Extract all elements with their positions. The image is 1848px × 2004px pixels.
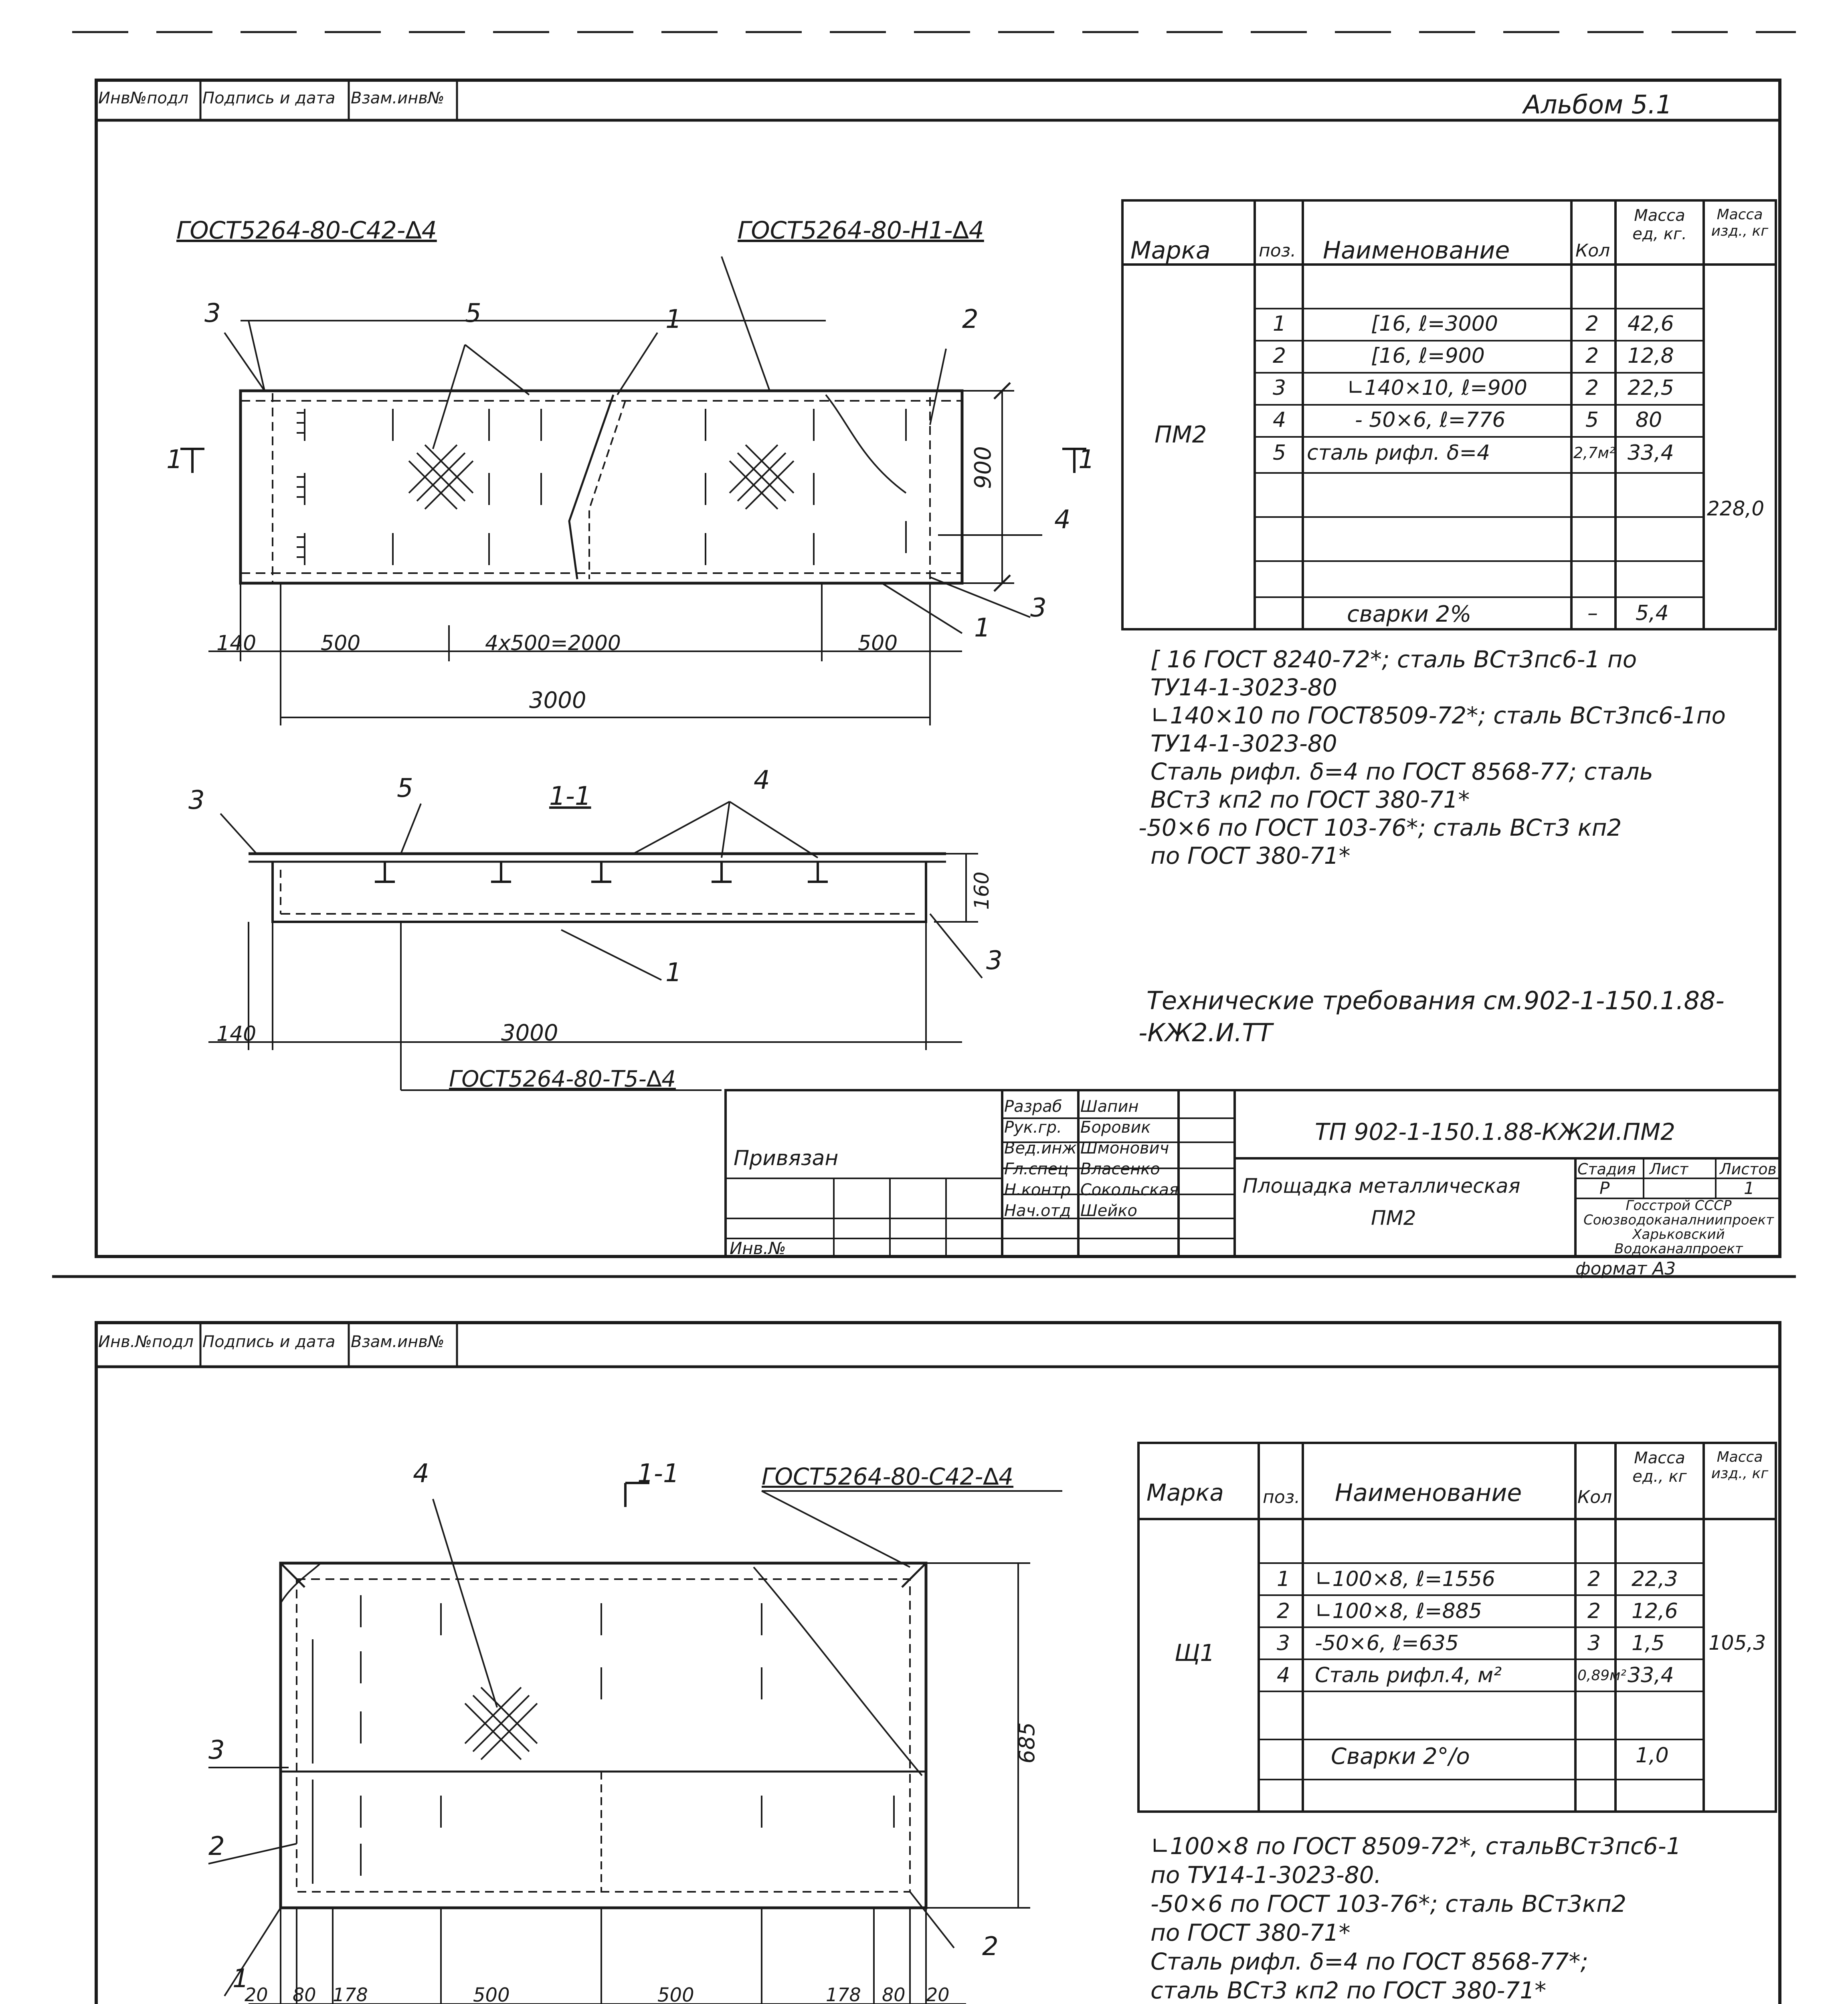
tb-role: Нач.отд — [1004, 1202, 1071, 1220]
table-cell-mark: Щ1 — [1175, 1639, 1215, 1667]
table-cell: 33,4 — [1628, 1663, 1674, 1687]
tb-name: Шмонович — [1080, 1139, 1169, 1158]
tech-req: Технические требования см.902-1-150.1.88- — [1146, 986, 1725, 1015]
table-cell: 5,4 — [1636, 601, 1669, 625]
table-cell: сталь рифл. δ=4 — [1307, 441, 1490, 465]
dimension-label: 80 — [293, 1984, 316, 2004]
table-cell: Сварки 2°/о — [1331, 1743, 1470, 1770]
notes-block — [1150, 1832, 1698, 2004]
tb-role: Гл.спец — [1004, 1160, 1069, 1178]
note-line: по ТУ14-1-3023-80. — [1150, 1861, 1381, 1889]
table-cell: 3 — [1277, 1631, 1290, 1655]
stamp-col-3: Взам.инв№ — [351, 89, 445, 107]
table-cell: 1,5 — [1632, 1631, 1665, 1655]
dimension-label: 3000 — [501, 1020, 558, 1046]
table-cell: 2 — [1273, 344, 1286, 368]
note-line: по ГОСТ 380-71* — [1150, 1919, 1351, 1946]
tb-org-line: Водоканалпроект — [1614, 1241, 1743, 1257]
tb-privyazan: Привязан — [734, 1146, 839, 1170]
tb-stage-hdr: Стадия — [1577, 1160, 1636, 1178]
table-cell: 1 — [1277, 1567, 1290, 1591]
table-header: Масса ед., кг — [1632, 1449, 1687, 1486]
table-cell-mark: ПМ2 — [1154, 421, 1207, 448]
table-cell: 4 — [1273, 408, 1286, 432]
tb-title: Площадка металлическая — [1243, 1174, 1520, 1198]
table-cell: 2 — [1585, 344, 1599, 368]
table-cell: 3 — [1273, 376, 1286, 400]
note-line: ТУ14-1-3023-80 — [1150, 730, 1337, 757]
tb-format: формат А3 — [1575, 1259, 1676, 1279]
stamp-col-2: Подпись и дата — [202, 89, 336, 107]
dimension-label: 685 — [1014, 1722, 1039, 1764]
section-mark: 1 — [1078, 445, 1095, 475]
weld-label: ГОСТ5264-80-С42-∆4 — [762, 1463, 1014, 1490]
table-cell: 22,5 — [1628, 376, 1674, 400]
note-line: ∟100×8 по ГОСТ 8509-72*, стальВСт3пс6-1 — [1150, 1832, 1681, 1860]
tb-inv: Инв.№ — [730, 1238, 786, 1258]
table-cell: 2 — [1587, 1599, 1601, 1623]
table-cell: 5 — [1273, 441, 1286, 465]
tb-stage-val: 1 — [1744, 1178, 1755, 1198]
table-cell: 2,7м² — [1573, 444, 1615, 462]
stamp-col-3: Взам.инв№ — [351, 1333, 445, 1351]
table-cell: – — [1587, 601, 1598, 625]
tech-req: -КЖ2.И.ТТ — [1138, 1018, 1273, 1047]
position-label: 1 — [665, 958, 682, 988]
notes-block — [1138, 645, 1726, 870]
note-line: по ГОСТ 380-71* — [1150, 842, 1351, 869]
dimension-label: 500 — [473, 1984, 510, 2004]
table-header: Наименование — [1335, 1479, 1522, 1507]
position-label: 5 — [397, 774, 413, 803]
note-line: ТУ14-1-3023-80 — [1150, 674, 1337, 701]
table-cell: 2 — [1585, 376, 1599, 400]
note-line: -50×6 по ГОСТ 103-76*; сталь ВСт3 кп2 — [1138, 814, 1622, 841]
dimension-label: 20 — [245, 1984, 268, 2004]
album-label: Альбом 5.1 — [1523, 90, 1672, 120]
position-label: 4 — [754, 766, 770, 795]
tb-role: Вед.инж — [1004, 1139, 1077, 1158]
dimension-label: 500 — [657, 1984, 694, 2004]
dimension-label: 140 — [216, 631, 257, 655]
table-cell: 12,6 — [1632, 1599, 1678, 1623]
note-line: [ 16 ГОСТ 8240-72*; сталь ВСт3пс6-1 по — [1150, 646, 1637, 673]
position-label: 4 — [1054, 505, 1071, 535]
tb-roles — [1004, 1096, 1077, 1221]
table-cell: -50×6, ℓ=635 — [1315, 1631, 1459, 1655]
dimension-label: 20 — [926, 1984, 950, 2004]
note-line: Сталь рифл. δ=4 по ГОСТ 8568-77; сталь — [1150, 758, 1653, 785]
table-header: Кол — [1575, 240, 1610, 261]
tb-role: Разраб — [1004, 1097, 1062, 1116]
position-label: 3 — [208, 1735, 225, 1765]
tb-name: Власенко — [1080, 1160, 1160, 1178]
tb-name: Сокольская — [1080, 1181, 1179, 1199]
section-label: 1-1 — [549, 782, 591, 811]
table-cell: 12,8 — [1628, 344, 1674, 368]
table-header: Масса изд., кг — [1711, 206, 1769, 239]
table-cell: 33,4 — [1628, 441, 1674, 465]
tb-org-line: Союзводоканалниипроект — [1583, 1212, 1774, 1228]
table-cell: 2 — [1587, 1567, 1601, 1591]
table-header: Наименование — [1323, 236, 1510, 265]
weld-label: ГОСТ5264-80-Т5-∆4 — [449, 1066, 676, 1092]
tb-name: Шапин — [1080, 1097, 1139, 1116]
tb-name: Шейко — [1080, 1202, 1138, 1220]
table-cell-total: 105,3 — [1708, 1631, 1766, 1655]
table-header: поз. — [1263, 1487, 1300, 1507]
tb-org-line: Госстрой СССР — [1626, 1198, 1732, 1214]
table-cell: ∟140×10, ℓ=900 — [1347, 376, 1527, 400]
table-cell: 0,89м² — [1577, 1667, 1626, 1684]
stamp-col-1: Инв№подл — [98, 89, 189, 107]
note-line: -50×6 по ГОСТ 103-76*; сталь ВСт3кп2 — [1150, 1890, 1626, 1917]
table-header: поз. — [1259, 240, 1296, 261]
table-cell: 5 — [1585, 408, 1599, 432]
dimension-label: 500 — [321, 631, 361, 655]
tb-stage-val: Р — [1599, 1178, 1610, 1198]
table-cell: ∟100×8, ℓ=1556 — [1315, 1567, 1495, 1591]
dimension-label: 140 — [216, 1022, 257, 1046]
table-header: Марка — [1146, 1479, 1224, 1506]
position-label: 3 — [986, 946, 1003, 976]
section-mark: 1 — [166, 445, 183, 475]
tb-names — [1080, 1096, 1179, 1221]
dimension-label: 500 — [858, 631, 898, 655]
stamp-col-1: Инв.№подл — [98, 1333, 194, 1351]
section-mark: 1-1 — [637, 1459, 679, 1489]
dimension-label: 3000 — [529, 687, 586, 713]
dimension-label: 900 — [970, 446, 996, 489]
table-cell: 22,3 — [1632, 1567, 1678, 1591]
position-label: 2 — [982, 1932, 999, 1962]
dimension-label: 178 — [333, 1984, 368, 2004]
table-cell: 2 — [1277, 1599, 1290, 1623]
table-cell-total: 228,0 — [1707, 497, 1765, 520]
table-header: Кол — [1577, 1487, 1612, 1507]
position-label: 3 — [1030, 593, 1047, 623]
position-label: 2 — [962, 305, 979, 334]
weld-label: ГОСТ5264-80-Н1-∆4 — [738, 216, 984, 244]
table-header: Марка — [1130, 236, 1211, 265]
note-line: Сталь рифл. δ=4 по ГОСТ 8568-77*; — [1150, 1948, 1589, 1975]
table-cell: 42,6 — [1628, 312, 1674, 336]
position-label: 1 — [974, 613, 991, 643]
table-cell: 4 — [1277, 1663, 1290, 1687]
dimension-label: 4х500=2000 — [485, 631, 621, 655]
table-cell: Сталь рифл.4, м² — [1315, 1663, 1502, 1687]
table-cell: 1,0 — [1636, 1743, 1669, 1768]
table-cell: [16, ℓ=3000 — [1371, 312, 1498, 336]
table-cell: ∟100×8, ℓ=885 — [1315, 1599, 1482, 1623]
dimension-label: 80 — [882, 1984, 906, 2004]
table-cell: - 50×6, ℓ=776 — [1355, 408, 1506, 432]
table-cell: сварки 2% — [1347, 601, 1472, 627]
table-cell: 3 — [1587, 1631, 1601, 1655]
tb-stage-hdr: Листов — [1720, 1160, 1777, 1178]
position-label: 5 — [465, 299, 481, 328]
table-cell: 80 — [1636, 408, 1662, 432]
tb-role: Рук.гр. — [1004, 1118, 1062, 1137]
position-label: 2 — [208, 1832, 225, 1861]
tb-stage-hdr: Лист — [1650, 1160, 1688, 1178]
tb-name: Боровик — [1080, 1118, 1151, 1137]
table-cell: 2 — [1585, 312, 1599, 336]
tb-org — [1577, 1198, 1780, 1256]
table-cell: 1 — [1273, 312, 1286, 336]
stamp-col-2: Подпись и дата — [202, 1333, 336, 1351]
note-line: сталь ВСт3 кп2 по ГОСТ 380-71* — [1150, 1977, 1547, 2004]
dimension-label: 160 — [970, 871, 993, 910]
tb-org-line: Харьковский — [1632, 1226, 1725, 1242]
position-label: 1 — [233, 1964, 249, 1994]
tb-role: Н.контр — [1004, 1181, 1071, 1199]
table-header: Масса ед, кг. — [1632, 206, 1687, 243]
note-line: ВСт3 кп2 по ГОСТ 380-71* — [1150, 786, 1470, 813]
position-label: 3 — [204, 299, 221, 328]
table-header: Масса изд., кг — [1711, 1449, 1769, 1482]
position-label: 3 — [188, 786, 205, 815]
dimension-label: 178 — [826, 1984, 861, 2004]
position-label: 1 — [665, 305, 682, 334]
position-label: 4 — [413, 1459, 429, 1489]
table-cell: [16, ℓ=900 — [1371, 344, 1485, 368]
note-line: ∟140×10 по ГОСТ8509-72*; сталь ВСт3пс6-1по — [1150, 702, 1726, 729]
tb-code: ТП 902-1-150.1.88-КЖ2И.ПМ2 — [1315, 1118, 1676, 1145]
weld-label: ГОСТ5264-80-С42-∆4 — [176, 216, 437, 244]
tb-title: ПМ2 — [1371, 1206, 1416, 1230]
